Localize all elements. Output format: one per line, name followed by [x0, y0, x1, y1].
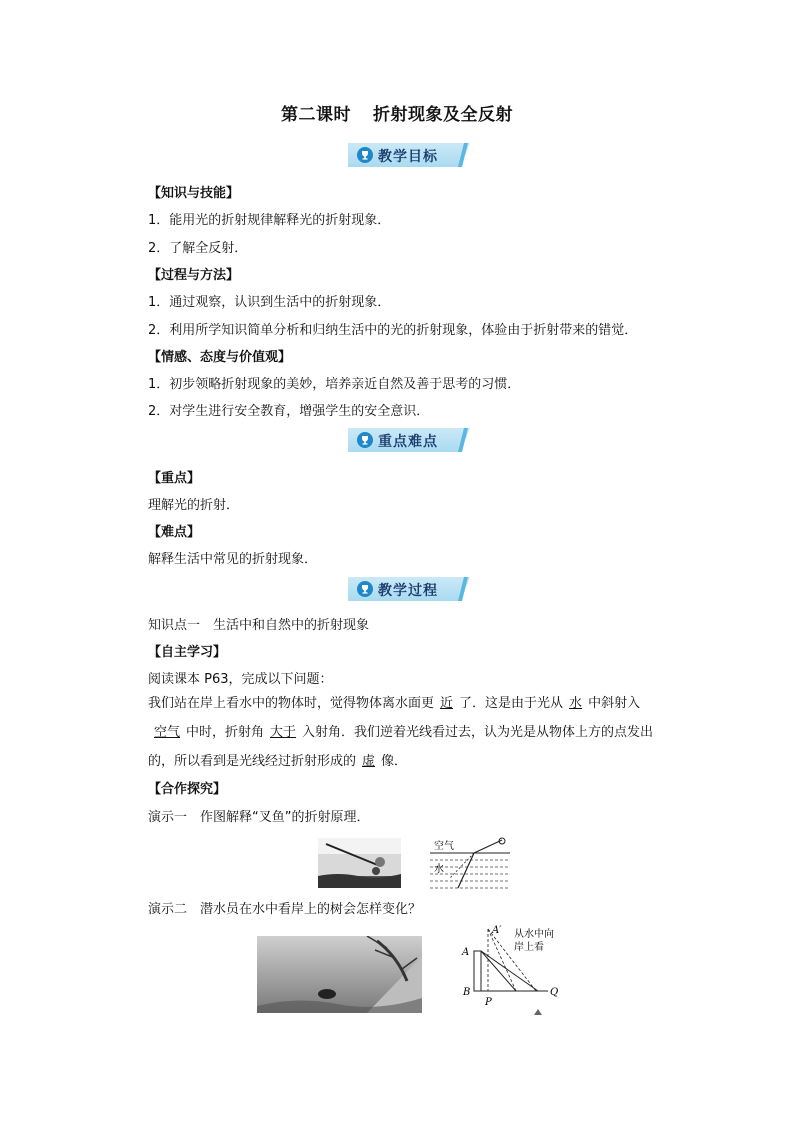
blank-answer: 虚 [362, 754, 376, 769]
refraction-diagram [430, 836, 510, 891]
label-B: B [463, 987, 471, 998]
goal-item: 2．对学生进行安全教育，增强学生的安全意识． [148, 404, 430, 419]
label-Q: Q [550, 987, 559, 998]
knowledge-point-1: 知识点一 生活中和自然中的折射现象 [148, 618, 370, 633]
coop-heading: 【合作探究】 [148, 782, 227, 797]
emotion-heading: 【情感、态度与价值观】 [148, 350, 292, 365]
difficulty-text: 解释生活中常见的折射现象． [148, 552, 318, 567]
blank-answer: 空气 [154, 725, 181, 740]
water-label: 水 [434, 864, 444, 875]
goal-item: 1．初步领略折射现象的美妙，培养亲近自然及善于思考的习惯． [148, 377, 521, 392]
label-P: P [485, 997, 492, 1008]
title-part1: 第二课时 [281, 105, 351, 125]
note-line-2: 岸上看 [514, 942, 544, 953]
label-A: A [462, 947, 470, 958]
difficulty-heading: 【难点】 [148, 525, 201, 540]
section-title-process: 教学过程 [378, 583, 438, 599]
section-banner-goals [348, 143, 470, 167]
knowledge-heading: 【知识与技能】 [148, 186, 240, 201]
tree-image-diagram [458, 923, 588, 1018]
section-banner-keys [348, 428, 470, 452]
section-banner-process [348, 577, 470, 601]
goal-item: 1．通过观察，认识到生活中的折射现象． [148, 295, 391, 310]
goal-item: 1．能用光的折射规律解释光的折射现象． [148, 213, 391, 228]
blank-answer: 近 [440, 696, 454, 711]
note-line-1: 从水中向 [514, 929, 554, 940]
blank-answer: 大于 [270, 725, 297, 740]
goal-item: 2．了解全反射． [148, 241, 248, 256]
title-part2: 折射现象及全反射 [373, 105, 513, 125]
section-title-goals: 教学目标 [378, 149, 438, 165]
goal-item: 2．利用所学知识简单分析和归纳生活中的光的折射现象，体验由于折射带来的错觉． [148, 323, 638, 338]
diver-photo [257, 936, 422, 1013]
demo-1: 演示一 作图解释“叉鱼”的折射原理． [148, 810, 370, 825]
key-heading: 【重点】 [148, 471, 201, 486]
self-study-heading: 【自主学习】 [148, 645, 227, 660]
spear-fishing-illustration [318, 838, 401, 888]
reading-instruction: 阅读课本 P63，完成以下问题： [148, 672, 333, 687]
key-text: 理解光的折射． [148, 498, 240, 513]
trophy-icon [357, 581, 373, 597]
demo-2: 演示二 潜水员在水中看岸上的树会怎样变化？ [148, 902, 422, 917]
page-title [0, 100, 794, 125]
trophy-icon [357, 147, 373, 163]
trophy-icon [357, 432, 373, 448]
blank-answer: 水 [569, 696, 583, 711]
air-label: 空气 [434, 841, 454, 852]
label-A-prime: A′ [492, 925, 502, 936]
section-title-keys: 重点难点 [378, 434, 438, 450]
process-method-heading: 【过程与方法】 [148, 268, 240, 283]
fill-blank-paragraph: 我们站在岸上看水中的物体时，觉得物体离水面更 近 了．这是由于光从 水 中斜射入空气 中时，折射角 大于 入射角．我们逆着光线看过去，认为光是从物体上方的点发出的，所以看到是光线经过折射形成的 虚 像． [148, 689, 678, 776]
